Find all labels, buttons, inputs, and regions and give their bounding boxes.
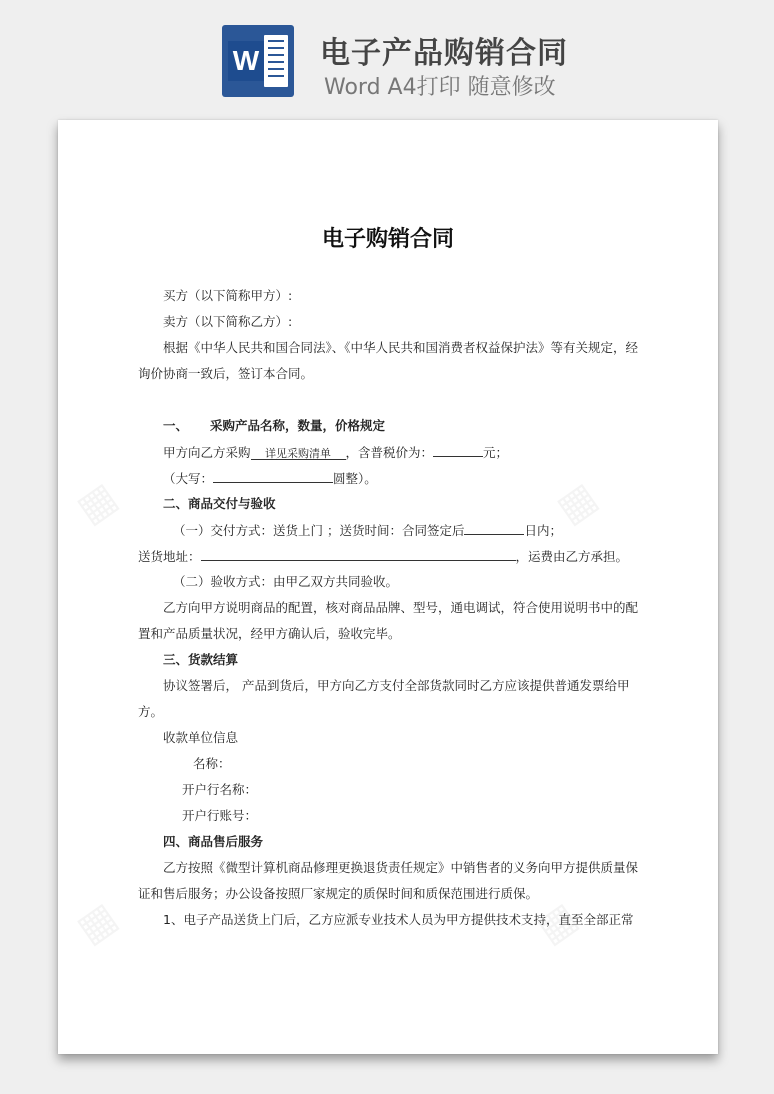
delivery-address-label: 送货地址：: [138, 549, 201, 564]
section-2-line-2: [138, 546, 628, 565]
section-1-line-1: [163, 442, 508, 461]
bank-name-label: 开户行名称：: [182, 782, 258, 797]
intro-line-1: 根据《中华人民共和国合同法》、《中华人民共和国消费者权益保护法》等有关规定，经: [163, 340, 639, 355]
word-icon-letter: W: [228, 41, 264, 81]
section-3-line-1: 协议签署后， 产品到货后，甲方向乙方支付全部货款同时乙方应该提供普通发票给甲: [163, 678, 630, 693]
document-page: [58, 120, 718, 1054]
section-1-number: 一、: [163, 418, 189, 433]
section-4-line-3: 1、电子产品送货上门后，乙方应派专业技术人员为甲方提供技术支持，直至全部正常: [163, 912, 634, 927]
section-2-heading: 二、商品交付与验收: [163, 496, 276, 511]
watermark: [68, 893, 125, 952]
freight-note: ，运费由乙方承担。: [515, 549, 629, 564]
delivery-address-field[interactable]: [201, 546, 516, 561]
seller-line: 卖方（以下简称乙方）:: [163, 314, 293, 329]
section-1-title: 采购产品名称，数量，价格规定: [210, 418, 386, 433]
section-3-line-2: 方。: [138, 704, 164, 719]
watermark: [68, 473, 125, 532]
section-2-line-1: [173, 520, 562, 539]
section-4-heading: 四、商品售后服务: [163, 834, 264, 849]
delivery-method-label: （一）交付方式：送货上门 ；送货时间：合同签定后: [173, 523, 465, 538]
price-field[interactable]: [433, 442, 483, 457]
section-4-line-1: 乙方按照《微型计算机商品修理更换退货责任规定》中销售者的义务向甲方提供质量保: [163, 860, 639, 875]
section-1-line-2: [163, 468, 377, 487]
section-3-heading: 三、货款结算: [163, 652, 239, 667]
amount-in-words-field[interactable]: [213, 468, 333, 483]
section-2-line-5: 置和产品质量状况，经甲方确认后，验收完毕。: [138, 626, 401, 641]
section-4-line-2: 证和售后服务；办公设备按照厂家规定的质保时间和质保范围进行质保。: [138, 886, 539, 901]
purchase-label: 甲方向乙方采购: [163, 445, 251, 460]
section-2-line-4: 乙方向甲方说明商品的配置，核对商品品牌、型号，通电调试，符合使用说明书中的配: [163, 600, 639, 615]
page-header: [0, 0, 774, 110]
header-title: 电子产品购销合同: [320, 36, 568, 71]
amount-suffix: 圆整）。: [333, 471, 377, 486]
word-document-icon: [222, 25, 294, 97]
bank-account-label: 开户行账号：: [182, 808, 258, 823]
payee-info-label: 收款单位信息: [163, 730, 239, 745]
delivery-days-field[interactable]: [464, 520, 524, 535]
days-label: 日内；: [524, 523, 562, 538]
amount-in-words-label: （大写：: [163, 471, 214, 486]
header-subtitle: Word A4打印 随意修改: [324, 75, 556, 100]
purchase-item-field[interactable]: 详见采购清单: [251, 445, 346, 460]
section-1-heading: [163, 416, 385, 434]
currency-label: 元；: [483, 445, 509, 460]
payee-name-label: 名称：: [193, 756, 231, 771]
document-title: 电子购销合同: [321, 227, 454, 252]
price-label: ，含普税价为：: [345, 445, 434, 460]
intro-line-2: 询价协商一致后，签订本合同。: [138, 366, 314, 381]
section-2-line-3: （二）验收方式：由甲乙双方共同验收。: [173, 574, 399, 589]
buyer-line: 买方（以下简称甲方）:: [163, 288, 293, 303]
